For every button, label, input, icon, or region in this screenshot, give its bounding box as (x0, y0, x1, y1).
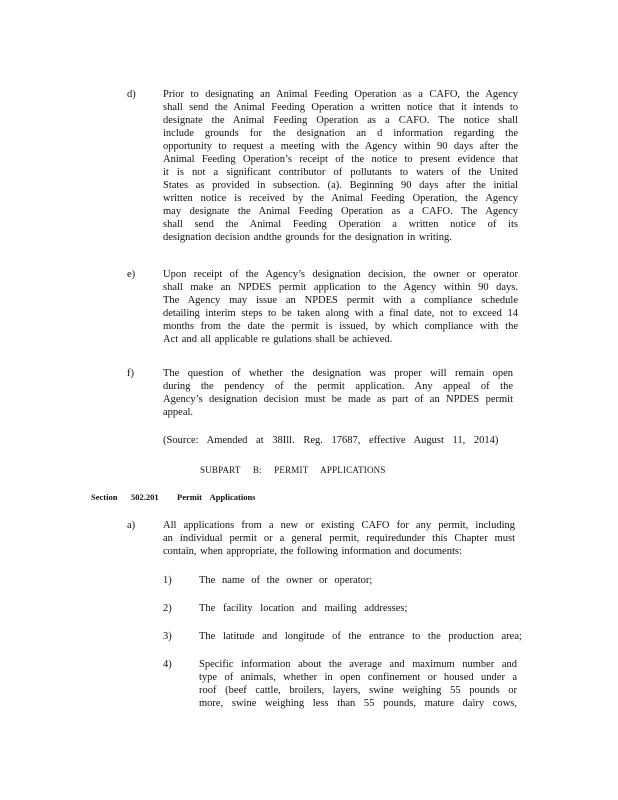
item-marker-1: 1) (163, 575, 172, 586)
section-label: Section (91, 492, 118, 502)
paragraph-e (163, 268, 518, 346)
paragraph-line: written notice is received by the Animal Feeding Operation, the Agency (163, 193, 518, 204)
paragraph-marker-f: f) (127, 368, 134, 379)
paragraph-f (163, 367, 513, 419)
paragraph-line: The Agency may issue an NPDES permit with a compliance schedule (163, 295, 518, 306)
paragraph-line: detailing interim steps to be taken along with a final date, not to exceed 14 (163, 308, 518, 319)
subpart-heading: SUBPART B: PERMIT APPLICATIONS (200, 465, 386, 475)
list-item-1 (199, 574, 519, 587)
paragraph-line: Animal Feeding Operation’s receipt of the notice to present evidence that (163, 154, 518, 165)
paragraph-line: opportunity to request a meeting with the Agency within 90 days after the (163, 141, 518, 152)
paragraph-line: it is not a significant contributor of pollutants to waters of the United (163, 167, 518, 178)
list-item-text: The name of the owner or operator; (199, 575, 373, 586)
list-item-text: more, swine weighing less than 55 pounds, mature dairy cows, (199, 698, 517, 709)
paragraph-line: Act and all applicable re gulations shall be achieved. (163, 334, 393, 345)
paragraph-line: during the pendency of the permit application. Any appeal of the (163, 381, 513, 392)
paragraph-marker-d: d) (127, 89, 136, 100)
paragraph-a (163, 519, 515, 558)
paragraph-line: Agency’s designation decision must be made as part of an NPDES permit (163, 394, 513, 405)
item-marker-3: 3) (163, 631, 172, 642)
paragraph-line: shall send the Animal Feeding Operation a written notice that it intends to (163, 102, 518, 113)
list-item-text: Specific information about the average and maximum number and (199, 659, 517, 670)
paragraph-line: The question of whether the designation was proper will remain open (163, 368, 513, 379)
list-item-4 (199, 658, 517, 710)
paragraph-line: an individual permit or a general permit, requiredunder this Chapter must (163, 533, 515, 544)
paragraph-line: designate the Animal Feeding Operation as a CAFO. The notice shall (163, 115, 518, 126)
paragraph-marker-a: a) (127, 520, 136, 531)
paragraph-line: may designate the Animal Feeding Operation as a CAFO. The Agency (163, 206, 518, 217)
source-note-text: (Source: Amended at 38Ill. Reg. 17687, effective August 11, 2014) (163, 435, 499, 446)
paragraph-line: months from the date the permit is issued, by which compliance with the (163, 321, 518, 332)
paragraph-line: designation decision andthe grounds for the designation in writing. (163, 232, 452, 243)
section-title: Permit Applications (177, 492, 256, 502)
list-item-text: type of animals, whether in open confinement or housed under a (199, 672, 517, 683)
paragraph-marker-e: e) (127, 269, 136, 280)
paragraph-line: States as provided in subsection. (a). Beginning 90 days after the initial (163, 180, 518, 191)
paragraph-line: shall send the Animal Feeding Operation a written notice of its (163, 219, 518, 230)
list-item-3 (199, 630, 522, 643)
paragraph-line: appeal. (163, 407, 194, 418)
paragraph-line: shall make an NPDES permit application to the Agency within 90 days. (163, 282, 518, 293)
paragraph-line: All applications from a new or existing CAFO for any permit, including (163, 520, 515, 531)
list-item-text: roof (beef cattle, broilers, layers, swine weighing 55 pounds or (199, 685, 517, 696)
list-item-text: The facility location and mailing addresses; (199, 603, 408, 614)
paragraph-line: include grounds for the designation an d information regarding the (163, 128, 518, 139)
section-number: 502.201 (131, 492, 159, 502)
list-item-text: The latitude and longitude of the entrance to the production area; (199, 631, 522, 642)
item-marker-4: 4) (163, 659, 172, 670)
item-marker-2: 2) (163, 603, 172, 614)
paragraph-line: contain, when appropriate, the following information and documents: (163, 546, 462, 557)
paragraph-d (163, 88, 518, 244)
paragraph-line: Upon receipt of the Agency’s designation decision, the owner or operator (163, 269, 518, 280)
list-item-2 (199, 602, 519, 615)
source-note (163, 434, 498, 447)
paragraph-line: Prior to designating an Animal Feeding Operation as a CAFO, the Agency (163, 89, 518, 100)
